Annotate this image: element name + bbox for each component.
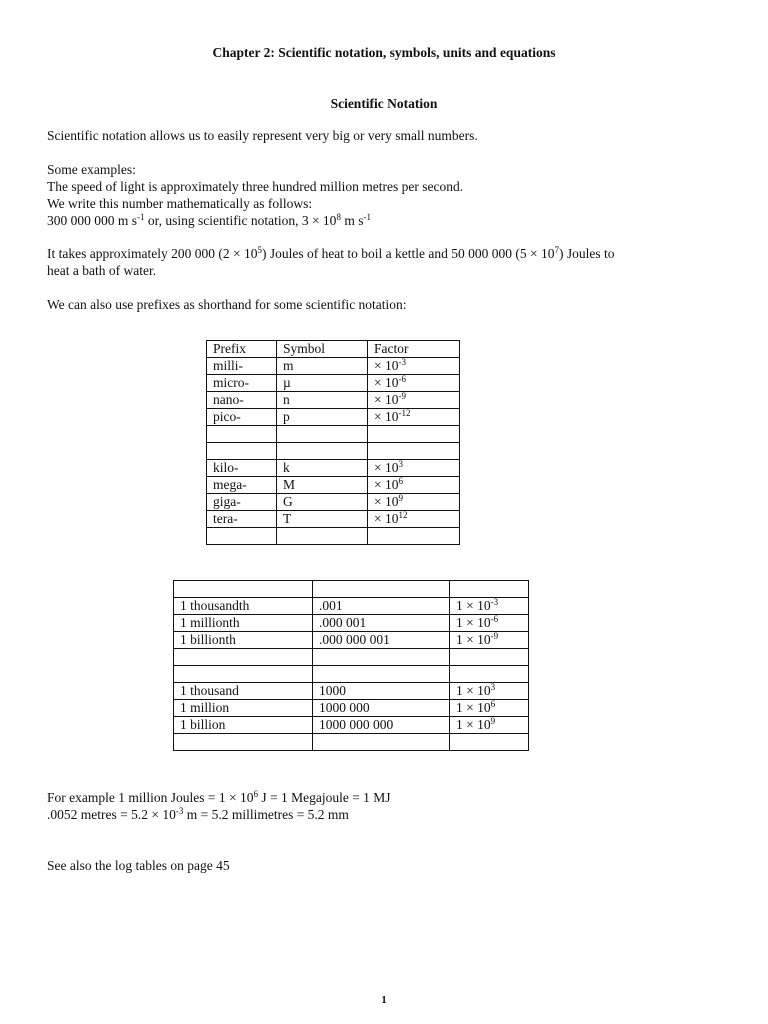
power-cell: [450, 632, 529, 649]
factor-cell-exponent: -12: [398, 408, 411, 418]
factor-cell-exponent: -3: [398, 357, 406, 367]
kettle-paragraph: It takes approximately 200 000 $(2 \times 10^5)$ Joules of heat to boil a kettle and 50 000 000 $(5 \times 10^7)$ Joules to: [47, 245, 615, 261]
number-table-row: [174, 598, 529, 615]
decimal-cell: .001: [313, 598, 450, 615]
power-cell-base: 1 × 10: [456, 632, 491, 647]
prefix-table-row: [207, 409, 460, 426]
prefix-table-row: [207, 460, 460, 477]
prefix-intro: We can also use prefixes as shorthand for some scientific notation:: [47, 297, 407, 312]
factor-cell: [368, 528, 460, 545]
power-cell-exponent: 3: [490, 682, 496, 692]
factor-cell-base: × 10: [374, 358, 399, 373]
factor-cell-exponent: -9: [398, 391, 406, 401]
prefix-table-body: [207, 341, 460, 545]
symbol-cell: k: [277, 460, 368, 477]
intro-paragraph: Scientific notation allows us to easily represent very big or very small numbers.: [47, 128, 478, 143]
symbol-cell: [277, 528, 368, 545]
power-cell: [450, 683, 529, 700]
number-name-cell: 1 billion: [174, 717, 313, 734]
symbol-cell: p: [277, 409, 368, 426]
examples-heading: Some examples:: [47, 162, 136, 177]
symbol-cell: T: [277, 511, 368, 528]
decimal-cell: [313, 666, 450, 683]
prefix-table-row: [207, 392, 460, 409]
factor-cell-base: × 10: [374, 494, 399, 509]
power-cell-exponent: -9: [490, 631, 499, 641]
power-cell: [450, 581, 529, 598]
prefix-cell: tera-: [207, 511, 277, 528]
prefix-cell: milli-: [207, 358, 277, 375]
prefix-cell: [207, 443, 277, 460]
prefix-table-header-cell: Prefix: [207, 341, 277, 358]
factor-cell: [368, 494, 460, 511]
factor-cell-exponent: -6: [398, 374, 406, 384]
prefix-table-header-row: [207, 341, 460, 358]
number-name-cell: [174, 734, 313, 751]
number-table-row: [174, 649, 529, 666]
factor-cell-base: × 10: [374, 409, 399, 424]
prefix-cell: giga-: [207, 494, 277, 511]
power-cell: [450, 649, 529, 666]
number-table-row: [174, 700, 529, 717]
factor-cell: [368, 409, 460, 426]
prefix-cell: kilo-: [207, 460, 277, 477]
number-name-cell: 1 thousandth: [174, 598, 313, 615]
prefix-table-row: [207, 426, 460, 443]
power-cell-base: 1 × 10: [456, 717, 491, 732]
factor-cell: [368, 426, 460, 443]
power-cell-base: 1 × 10: [456, 615, 491, 630]
symbol-cell: n: [277, 392, 368, 409]
number-table: [173, 580, 529, 751]
number-table-row: [174, 581, 529, 598]
kettle-paragraph-line2: heat a bath of water.: [47, 263, 157, 278]
power-cell: [450, 598, 529, 615]
power-cell: [450, 700, 529, 717]
number-name-cell: [174, 581, 313, 598]
prefix-cell: [207, 528, 277, 545]
power-cell-base: 1 × 10: [456, 700, 491, 715]
number-table-row: [174, 717, 529, 734]
number-name-cell: 1 million: [174, 700, 313, 717]
number-table-row: [174, 683, 529, 700]
prefix-table-header-cell: Symbol: [277, 341, 368, 358]
example-megajoule: For example 1 million Joules = $1 \times 10^6$ J = 1 Megajoule = 1 MJ: [47, 789, 391, 805]
decimal-cell: .000 001: [313, 615, 450, 632]
number-table-row: [174, 666, 529, 683]
power-cell-exponent: 6: [490, 699, 496, 709]
factor-cell-exponent: 9: [398, 493, 403, 503]
number-name-cell: 1 millionth: [174, 615, 313, 632]
factor-cell: [368, 460, 460, 477]
prefix-table-header-cell: Factor: [368, 341, 460, 358]
factor-cell-base: × 10: [374, 392, 399, 407]
factor-cell: [368, 443, 460, 460]
number-table-row: [174, 615, 529, 632]
power-cell: [450, 734, 529, 751]
symbol-cell: [277, 426, 368, 443]
symbol-cell: [277, 443, 368, 460]
number-name-cell: [174, 666, 313, 683]
prefix-table-row: [207, 358, 460, 375]
number-name-cell: 1 billionth: [174, 632, 313, 649]
prefix-table-row: [207, 494, 460, 511]
see-also-note: See also the log tables on page 45: [47, 858, 230, 873]
example-millimetre: .0052 metres = $5.2 \times 10^{-3}$ m = 5.2 millimetres = 5.2 mm: [47, 806, 349, 822]
factor-cell-base: × 10: [374, 477, 399, 492]
speed-of-light-line: The speed of light is approximately three hundred million metres per second.: [47, 179, 464, 194]
prefix-cell: micro-: [207, 375, 277, 392]
factor-cell: [368, 358, 460, 375]
factor-cell-base: × 10: [374, 511, 399, 526]
prefix-table: [206, 340, 460, 545]
decimal-cell: [313, 649, 450, 666]
write-number-line: We write this number mathematically as follows:: [47, 196, 313, 211]
power-cell-exponent: 9: [490, 716, 496, 726]
number-table-row: [174, 632, 529, 649]
number-name-cell: [174, 649, 313, 666]
factor-cell-base: × 10: [374, 375, 399, 390]
page-number: 1: [381, 994, 387, 1006]
decimal-cell: [313, 734, 450, 751]
decimal-cell: 1000 000: [313, 700, 450, 717]
factor-cell-exponent: 6: [398, 476, 403, 486]
number-table-row: [174, 734, 529, 751]
decimal-cell: .000 000 001: [313, 632, 450, 649]
symbol-cell: M: [277, 477, 368, 494]
power-cell: [450, 717, 529, 734]
number-table-body: [174, 581, 529, 751]
prefix-cell: mega-: [207, 477, 277, 494]
decimal-cell: [313, 581, 450, 598]
prefix-cell: [207, 426, 277, 443]
prefix-cell: pico-: [207, 409, 277, 426]
power-cell-exponent: -6: [490, 614, 499, 624]
section-title: Scientific Notation: [330, 96, 438, 111]
factor-cell: [368, 511, 460, 528]
factor-cell: [368, 392, 460, 409]
prefix-table-row: [207, 477, 460, 494]
power-cell-exponent: -3: [490, 597, 499, 607]
decimal-cell: 1000 000 000: [313, 717, 450, 734]
power-cell: [450, 666, 529, 683]
power-cell: [450, 615, 529, 632]
prefix-table-row: [207, 375, 460, 392]
symbol-cell: G: [277, 494, 368, 511]
factor-cell-exponent: 3: [398, 459, 403, 469]
prefix-table-row: [207, 443, 460, 460]
factor-cell-exponent: 12: [398, 510, 408, 520]
symbol-cell: m: [277, 358, 368, 375]
prefix-cell: nano-: [207, 392, 277, 409]
number-name-cell: 1 thousand: [174, 683, 313, 700]
factor-cell: [368, 375, 460, 392]
prefix-table-row: [207, 528, 460, 545]
factor-cell: [368, 477, 460, 494]
symbol-cell: µ: [277, 375, 368, 392]
chapter-title: Chapter 2: Scientific notation, symbols, units and equations: [212, 45, 556, 60]
power-cell-base: 1 × 10: [456, 598, 491, 613]
factor-cell-base: × 10: [374, 460, 399, 475]
decimal-cell: 1000: [313, 683, 450, 700]
prefix-table-row: [207, 511, 460, 528]
power-cell-base: 1 × 10: [456, 683, 491, 698]
speed-of-light-expression: 300 000 000 m $s^{-1}$ or, using scientific notation, $3 \times 10^8$ m $s^{-1}$: [47, 212, 371, 228]
